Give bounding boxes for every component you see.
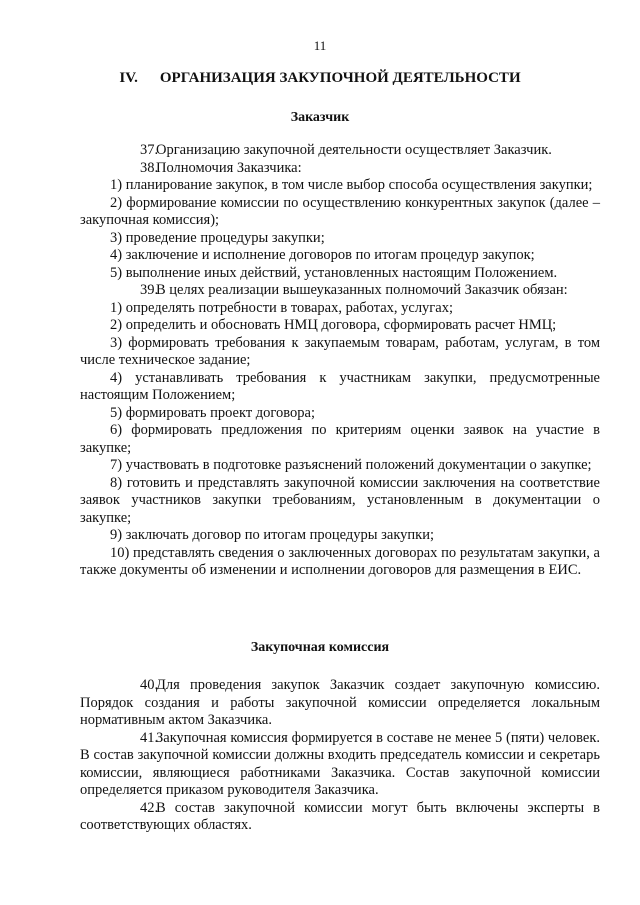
power-item: 1) планирование закупок, в том числе выбор способа осуществления закупки; <box>110 177 593 193</box>
clause-text: Полномочия Заказчика: <box>156 159 302 176</box>
customer-section-body <box>80 142 600 580</box>
duty-item: 1) определять потребности в товарах, работах, услугах; <box>110 299 453 316</box>
duty-item: 8) готовить и представлять закупочной комиссии заключения на соответствие заявок участников закупки требованиям, установленным в документации о закупке; <box>80 474 600 526</box>
duty-item: 2) определить и обосновать НМЦ договора, сформировать расчет НМЦ; <box>110 317 557 333</box>
clause-text: Закупочная комиссия формируется в составе не менее 5 (пяти) человек. В состав закупочной комиссии должны входить председатель комиссии и секретарь комиссии, являющиеся работниками Заказчика. Состав закупочной комиссии определяется приказом руководителя Заказчика. <box>80 729 600 798</box>
subheading-commission: Закупочная комиссия <box>250 640 390 655</box>
subheading-customer: Заказчик <box>290 110 350 125</box>
clause-38 <box>80 160 600 178</box>
clause-text: В целях реализации вышеуказанных полномочий Заказчик обязан: <box>156 282 568 298</box>
duty-item: 5) формировать проект договора; <box>110 404 315 421</box>
page-number: 11 <box>313 38 327 53</box>
section-title: ОРГАНИЗАЦИЯ ЗАКУПОЧНОЙ ДЕЯТЕЛЬНОСТИ <box>159 70 521 86</box>
power-item: 4) заключение и исполнение договоров по итогам процедур закупок; <box>110 247 535 263</box>
duty-item: 9) заключать договор по итогам процедуры закупки; <box>110 527 435 543</box>
duty-item: 3) формировать требования к закупаемым товарам, работам, услугам, в том числе техническое задание; <box>80 334 600 368</box>
clause-number: 42. <box>140 799 159 816</box>
duty-item: 10) представлять сведения о заключенных договорах по результатам закупки, а также документы об изменении и исполнении договоров для размещения в ЕИС. <box>80 544 600 578</box>
clause-number: 37. <box>140 142 159 158</box>
commission-section-body <box>80 677 600 835</box>
duty-item: 7) участвовать в подготовке разъяснений положений документации о закупке; <box>110 457 592 473</box>
clause-37 <box>80 142 600 160</box>
clause-41 <box>80 730 600 800</box>
clause-number: 38. <box>140 159 159 176</box>
clause-number: 40. <box>140 677 159 693</box>
clause-number: 41. <box>140 729 159 746</box>
clause-42 <box>80 800 600 835</box>
clause-39 <box>80 282 600 300</box>
clause-text: В состав закупочной комиссии могут быть включены эксперты в соответствующих областях. <box>80 799 600 833</box>
clause-40 <box>80 677 600 730</box>
clause-text: Для проведения закупок Заказчик создает закупочную комиссию. Порядок создания и работы закупочной комиссии определяется локальным нормативным актом Заказчика. <box>80 677 600 728</box>
clause-text: Организацию закупочной деятельности осуществляет Заказчик. <box>156 142 552 158</box>
duty-item: 4) устанавливать требования к участникам закупки, предусмотренные настоящим Положением; <box>80 369 600 403</box>
power-item: 5) выполнение иных действий, установленных настоящим Положением. <box>110 264 558 281</box>
clause-number: 39. <box>140 282 159 298</box>
power-item: 3) проведение процедуры закупки; <box>110 229 325 246</box>
power-item: 2) формирование комиссии по осуществлению конкурентных закупок (далее – закупочная комиссия); <box>80 194 600 228</box>
duty-item: 6) формировать предложения по критериям оценки заявок на участие в закупке; <box>80 422 600 456</box>
section-roman-numeral: IV. <box>119 70 138 86</box>
section-heading <box>0 70 640 87</box>
